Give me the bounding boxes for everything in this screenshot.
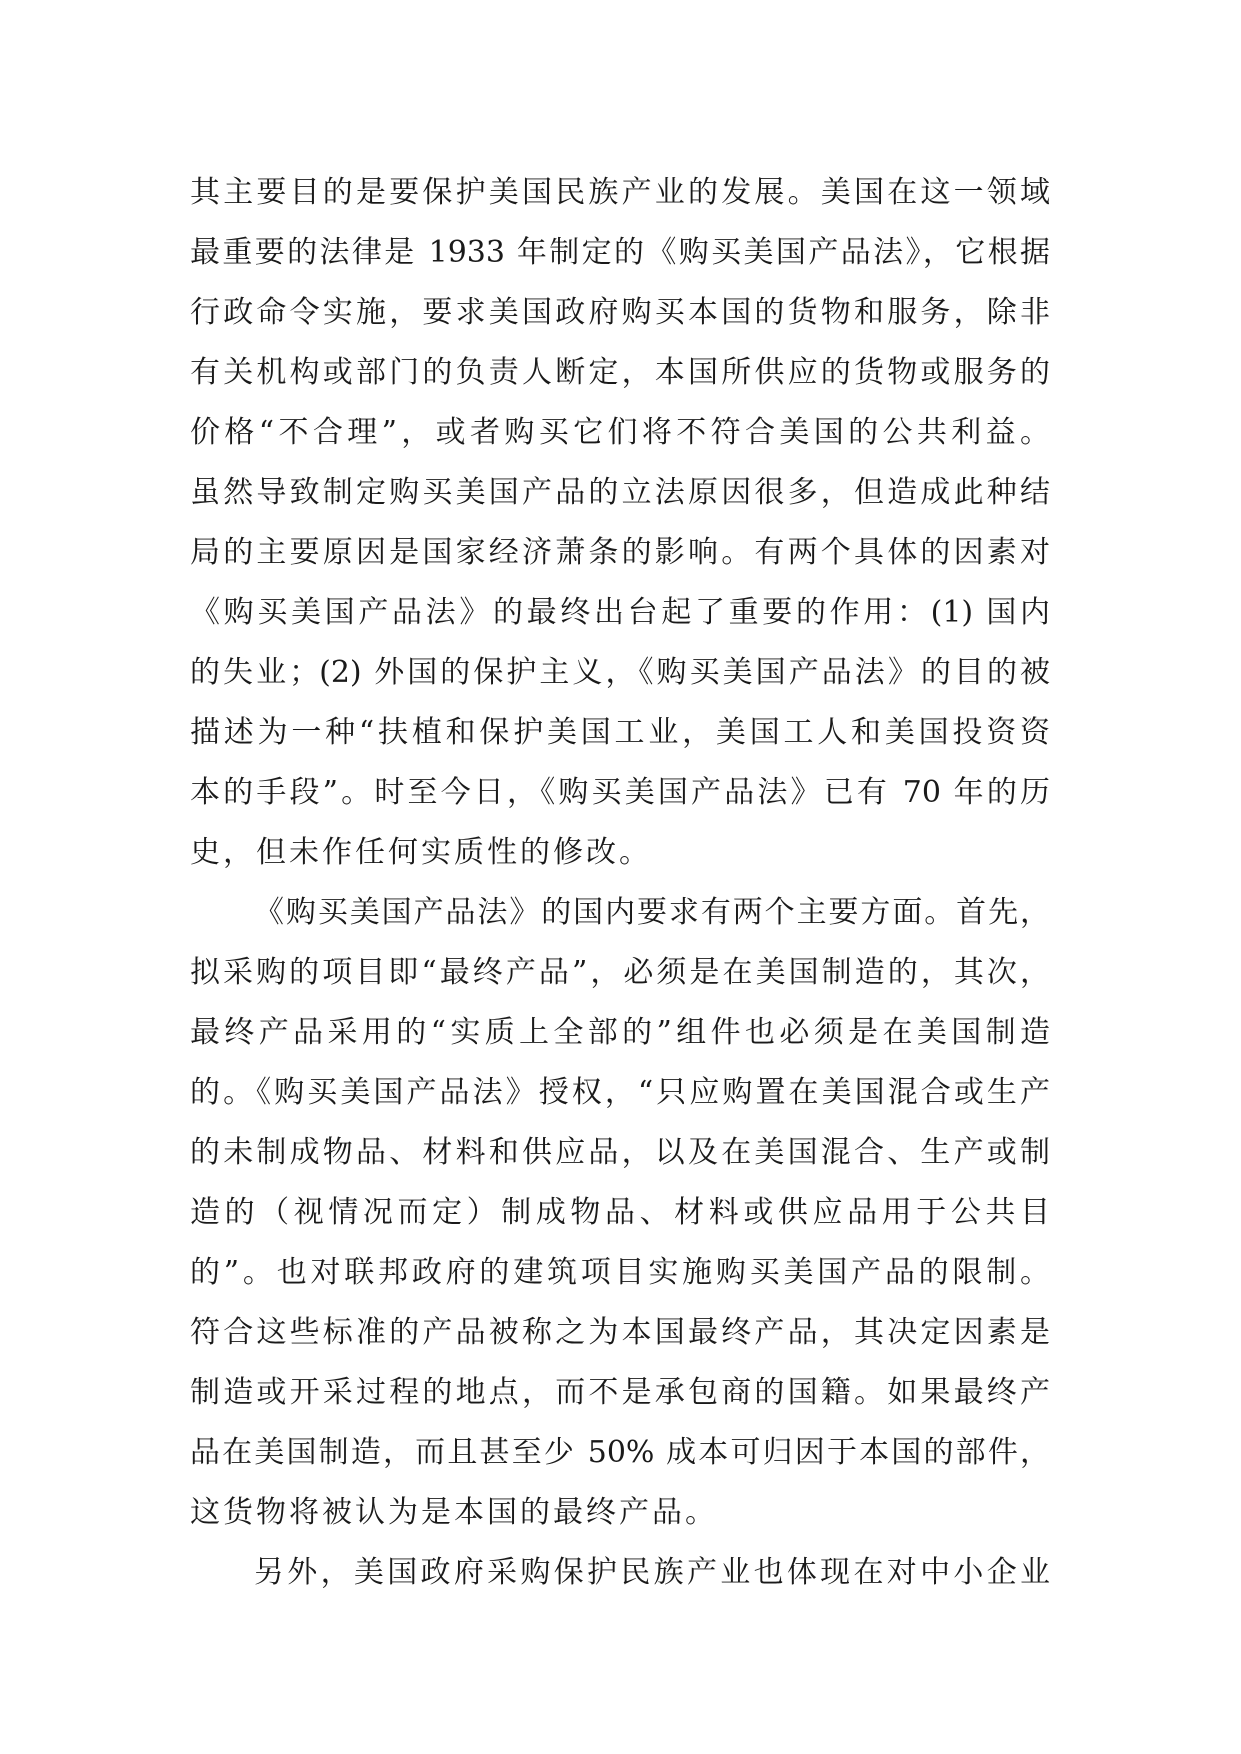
text-line: 本的手段”。时至今日，《购买美国产品法》已有 70 年的历 [190, 775, 1050, 810]
text-line: 这货物将被认为是本国的最终产品。 [190, 1495, 718, 1530]
text-line: 制造或开采过程的地点，而不是承包商的国籍。如果最终产 [190, 1375, 1050, 1410]
paragraph-3 [190, 1543, 1050, 1603]
text-line: 拟采购的项目即“最终产品”，必须是在美国制造的，其次， [190, 955, 1050, 990]
text-line: 符合这些标准的产品被称之为本国最终产品，其决定因素是 [190, 1315, 1050, 1350]
text-line: 《购买美国产品法》的国内要求有两个主要方面。首先， [254, 895, 1050, 930]
text-line: 行政命令实施，要求美国政府购买本国的货物和服务，除非 [190, 295, 1050, 330]
text-line: 其主要目的是要保护美国民族产业的发展。美国在这一领域 [190, 175, 1050, 210]
text-line: 品在美国制造，而且甚至少 50% 成本可归因于本国的部件， [190, 1435, 1050, 1470]
text-line: 价格“不合理”，或者购买它们将不符合美国的公共利益。 [190, 415, 1050, 450]
text-line: 的未制成物品、材料和供应品，以及在美国混合、生产或制 [190, 1135, 1050, 1170]
text-line: 描述为一种“扶植和保护美国工业，美国工人和美国投资资 [190, 715, 1050, 750]
paragraph-2 [190, 883, 1050, 1543]
text-line: 的失业；(2) 外国的保护主义，《购买美国产品法》的目的被 [190, 655, 1050, 690]
paragraph-1 [190, 163, 1050, 883]
text-line: 虽然导致制定购买美国产品的立法原因很多，但造成此种结 [190, 475, 1050, 510]
text-line: 有关机构或部门的负责人断定，本国所供应的货物或服务的 [190, 355, 1050, 390]
text-line: 最终产品采用的“实质上全部的”组件也必须是在美国制造 [190, 1015, 1050, 1050]
text-line: 最重要的法律是 1933 年制定的《购买美国产品法》，它根据 [190, 235, 1050, 270]
text-line: 史，但未作任何实质性的修改。 [190, 835, 652, 870]
text-line: 的”。也对联邦政府的建筑项目实施购买美国产品的限制。 [190, 1255, 1050, 1290]
text-line: 的。《购买美国产品法》授权，“只应购置在美国混合或生产 [190, 1075, 1050, 1110]
document-body [190, 163, 1050, 1603]
text-line: 造的（视情况而定）制成物品、材料或供应品用于公共目 [190, 1195, 1050, 1230]
text-line: 局的主要原因是国家经济萧条的影响。有两个具体的因素对 [190, 535, 1050, 570]
text-line: 另外，美国政府采购保护民族产业也体现在对中小企业 [254, 1555, 1050, 1590]
text-line: 《购买美国产品法》的最终出台起了重要的作用：(1) 国内 [190, 595, 1050, 630]
